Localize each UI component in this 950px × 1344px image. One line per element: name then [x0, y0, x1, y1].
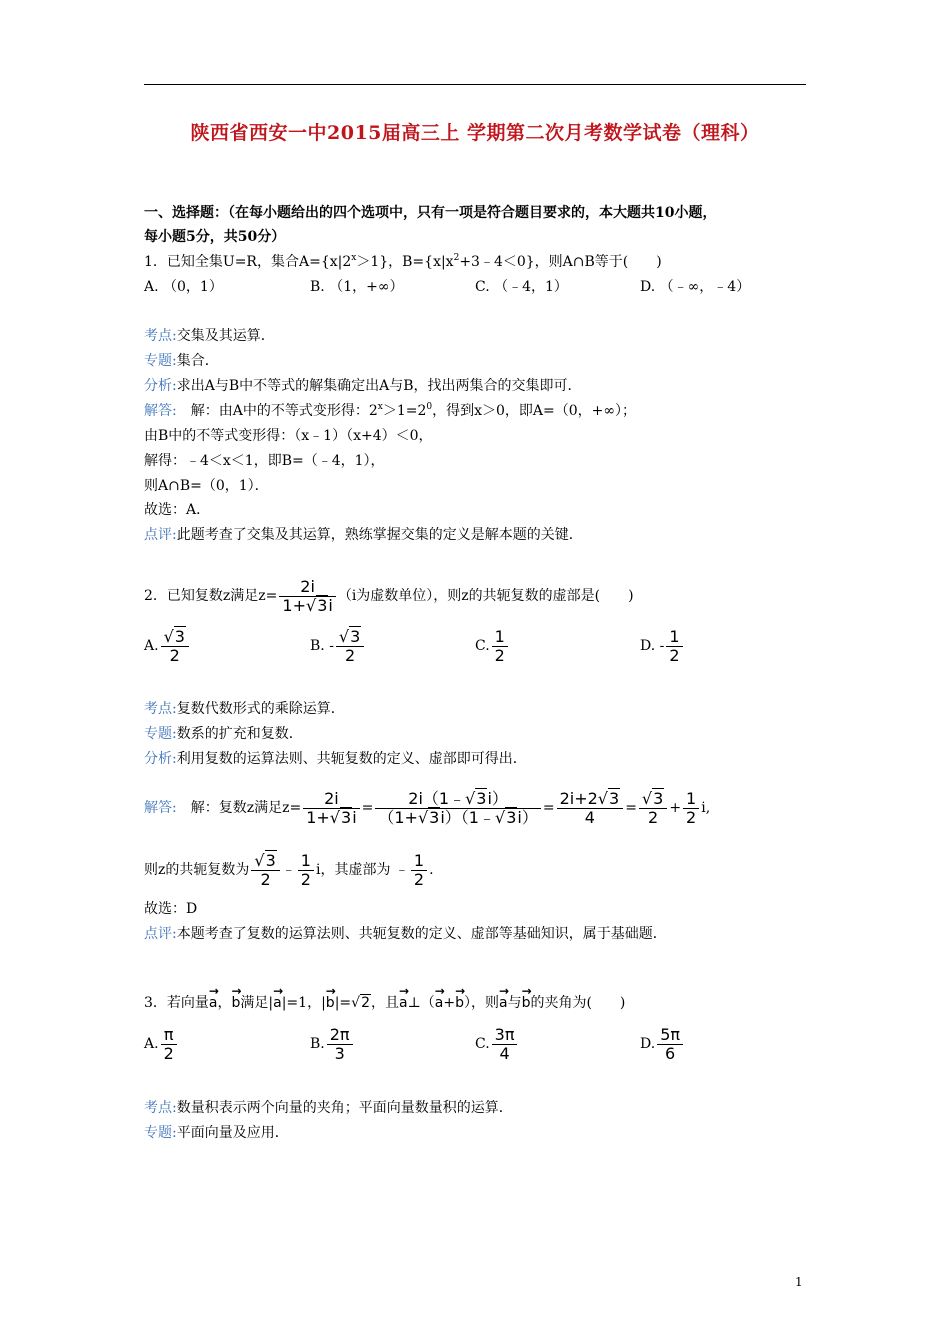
q3-stem — [144, 983, 625, 1017]
sqrt-3: √3 — [495, 807, 517, 827]
q1-option-d: D. （﹣∞，﹣4） — [640, 279, 751, 295]
frac — [161, 1026, 177, 1063]
radicand: 2 — [361, 995, 370, 1011]
q1-kaodian-text: 交集及其运算． — [176, 328, 275, 344]
q3-stem-part: |= — [334, 995, 352, 1011]
q1-fenxi — [144, 376, 582, 396]
zhuanti-label: 专题: — [144, 353, 177, 369]
frac — [251, 852, 279, 889]
vector-b: → b — [522, 983, 531, 1017]
num — [375, 790, 540, 809]
tail: i, — [701, 800, 711, 816]
den: 6 — [665, 1043, 676, 1063]
q2-zhuanti-text: 数系的扩充和复数． — [176, 726, 303, 742]
q3-stem-part: ⊥（ — [407, 995, 435, 1011]
num — [251, 852, 279, 871]
den — [303, 809, 359, 827]
sqrt-3: √3 — [163, 626, 185, 646]
option-letter: B. - — [310, 638, 334, 654]
q3-zhuanti-text: 平面向量及应用． — [176, 1125, 289, 1141]
q2-option-c — [475, 624, 510, 668]
den: 2 — [669, 645, 680, 665]
q2-dianping — [144, 924, 667, 944]
radicand: 3 — [317, 595, 328, 615]
frac — [298, 852, 314, 889]
radicand: 3 — [609, 788, 620, 808]
num: π — [161, 1026, 177, 1045]
kaodian-label: 考点: — [144, 1100, 177, 1116]
num-part: 2i（1﹣ — [408, 788, 466, 808]
q1-sup-x: x — [377, 402, 383, 412]
frac — [557, 790, 624, 827]
q1-fenxi-text: 求出A与B中不等式的解集确定出A与B，找出两集合的交集即可． — [176, 378, 582, 394]
line-part: ﹣ — [281, 862, 296, 878]
num — [557, 790, 624, 809]
option-letter: A. — [144, 638, 159, 654]
q1-stem-part: ＞1}，B={x|x — [356, 254, 454, 270]
equals: = — [361, 800, 374, 816]
frac — [336, 628, 364, 665]
q1-jieda-line2: 由B中的不等式变形得：（x﹣1）（x+4）＜0， — [144, 428, 433, 444]
q1-sup-2: 2 — [453, 253, 460, 263]
vector-a: → a — [273, 983, 282, 1017]
header-rule — [144, 84, 806, 85]
vector-a: → a — [435, 983, 444, 1017]
frac — [303, 790, 359, 827]
frac — [411, 852, 427, 889]
plus: + — [669, 800, 682, 816]
frac — [161, 628, 189, 665]
den-part: 1+ — [282, 595, 306, 615]
q2-zhuanti — [144, 724, 303, 744]
num: 5π — [657, 1026, 683, 1045]
plus: + — [443, 995, 456, 1011]
radicand: 3 — [350, 626, 361, 646]
fenxi-label: 分析: — [144, 751, 177, 767]
den: 2 — [169, 645, 180, 665]
line-part: . — [429, 862, 434, 878]
vector-a: → a — [209, 983, 218, 1017]
zhuanti-label: 专题: — [144, 1125, 177, 1141]
radicand: 3 — [653, 788, 664, 808]
q1-jieda-line4: 则A∩B=（0，1）． — [144, 478, 269, 494]
q1-stem-part: +3﹣4＜0}，则A∩B等于( ) — [459, 254, 662, 270]
den: 2 — [413, 869, 425, 889]
frac — [492, 1026, 518, 1063]
q2-fenxi — [144, 749, 527, 769]
q3-option-d — [640, 1022, 685, 1066]
num: 3π — [492, 1026, 518, 1045]
sqrt-3: √3 — [417, 807, 440, 827]
q2-jieda-line3: 故选：D — [144, 901, 198, 917]
section-heading-line2: 每小题5分，共50分） — [144, 229, 286, 245]
frac — [657, 1026, 683, 1063]
den: 2 — [648, 807, 659, 827]
den-part: i — [352, 807, 357, 827]
sqrt-3: √3 — [597, 788, 620, 808]
frac — [666, 628, 682, 665]
q2-option-b — [310, 624, 366, 668]
page-title: 陕西省西安一中2015届高三上 学期第二次月考数学试卷（理科） — [190, 122, 760, 144]
num: 1 — [411, 852, 427, 871]
q1-option-a: A. （0，1） — [144, 279, 223, 295]
frac — [375, 790, 540, 827]
dianping-label: 点评: — [144, 527, 177, 543]
vector-a: → a — [499, 983, 508, 1017]
option-letter: D. - — [640, 638, 665, 654]
frac — [492, 628, 508, 665]
den: 2 — [163, 1043, 174, 1063]
q3-zhuanti — [144, 1123, 289, 1143]
den-part: 1+ — [306, 807, 330, 827]
q3-kaodian — [144, 1098, 513, 1118]
jieda-label: 解答: — [144, 800, 177, 816]
den: 4 — [499, 1043, 510, 1063]
den: 3 — [334, 1043, 345, 1063]
q1-jieda-part: ，得到x＞0，即A=（0，+∞）； — [432, 403, 637, 419]
q2-jieda-part: 解：复数z满足z= — [176, 800, 302, 816]
q1-zhuanti-text: 集合． — [176, 353, 219, 369]
equals: = — [625, 800, 637, 816]
den: 2 — [494, 645, 505, 665]
page-number: 1 — [795, 1275, 803, 1289]
num: 2i — [303, 790, 359, 809]
q1-option-b: B. （1，+∞） — [310, 279, 404, 295]
section-heading-line1: 一、选择题：（在每小题给出的四个选项中，只有一项是符合题目要求的，本大题共10小题， — [144, 205, 717, 221]
frac — [327, 1026, 353, 1063]
num — [639, 790, 667, 809]
option-letter: D. — [640, 1036, 656, 1052]
equals: = — [542, 800, 555, 816]
q2-kaodian — [144, 699, 345, 719]
den-part: i — [328, 595, 333, 615]
frac — [639, 790, 667, 827]
line-part: 则z的共轭复数为 — [144, 862, 250, 878]
q2-frac-den — [279, 597, 335, 615]
q3-stem-part: ， — [217, 995, 232, 1011]
q1-dianping-text: 此题考查了交集及其运算，熟练掌握交集的定义是解本题的关键． — [176, 527, 583, 543]
num: 1 — [683, 790, 699, 809]
sqrt-3: √3 — [338, 626, 361, 646]
q3-option-b — [310, 1022, 355, 1066]
q1-sup-0: 0 — [426, 402, 433, 412]
q2-kaodian-text: 复数代数形式的乘除运算． — [176, 701, 345, 717]
q3-stem-part: ，且 — [370, 995, 399, 1011]
dianping-label: 点评: — [144, 926, 177, 942]
q2-jieda-line2 — [144, 848, 434, 892]
q1-dianping — [144, 525, 583, 545]
q3-stem-part: 与 — [507, 995, 522, 1011]
q3-stem-part: |=1，| — [281, 995, 326, 1011]
radicand: 3 — [429, 807, 440, 827]
sqrt-3: √3 — [465, 788, 487, 808]
num: 1 — [298, 852, 314, 871]
radicand: 3 — [265, 850, 276, 870]
option-letter: B. — [310, 1036, 325, 1052]
q3-stem-part: 满足| — [240, 995, 274, 1011]
fenxi-label: 分析: — [144, 378, 177, 394]
q2-jieda — [144, 786, 710, 830]
num: 1 — [666, 628, 682, 647]
num-part: i） — [487, 788, 508, 808]
q2-dianping-text: 本题考查了复数的运算法则、共轭复数的定义、虚部等基础知识，属于基础题． — [176, 926, 667, 942]
vector-b: → b — [232, 983, 241, 1017]
den: 2 — [300, 869, 311, 889]
radicand: 3 — [506, 807, 517, 827]
kaodian-label: 考点: — [144, 701, 177, 717]
den-part: （1+ — [378, 807, 418, 827]
q3-option-a — [144, 1022, 179, 1066]
den: 2 — [345, 645, 356, 665]
den-part: i）（1﹣ — [440, 807, 495, 827]
q2-fraction — [279, 578, 335, 615]
q2-stem — [144, 574, 634, 618]
option-letter: A. — [144, 1036, 159, 1052]
q3-option-c — [475, 1022, 519, 1066]
q1-sup-x: x — [351, 253, 357, 263]
sqrt-3: √3 — [641, 788, 664, 808]
q1-zhuanti — [144, 351, 219, 371]
q3-stem-part: 3．若向量 — [144, 995, 209, 1011]
sqrt-2: √2 — [351, 995, 370, 1011]
num-part: 2i+2 — [559, 788, 598, 808]
q2-stem-part: （i为虚数单位），则z的共轭复数的虚部是( ) — [337, 588, 634, 604]
q1-jieda-part: 解：由A中的不等式变形得：2 — [176, 403, 378, 419]
den — [375, 809, 540, 827]
q2-frac-num: 2i — [279, 578, 335, 597]
vector-b: → b — [326, 983, 335, 1017]
q2-option-a — [144, 624, 191, 668]
q3-kaodian-text: 数量积表示两个向量的夹角；平面向量数量积的运算． — [176, 1100, 513, 1116]
option-letter: C. — [475, 1036, 490, 1052]
den: 2 — [260, 869, 271, 889]
q1-kaodian — [144, 326, 275, 346]
radicand: 3 — [476, 788, 487, 808]
q3-stem-part: ），则 — [463, 995, 499, 1011]
q2-fenxi-text: 利用复数的运算法则、共轭复数的定义、虚部即可得出． — [176, 751, 527, 767]
sqrt-3: √3 — [329, 807, 352, 827]
kaodian-label: 考点: — [144, 328, 177, 344]
num — [336, 628, 364, 647]
jieda-label: 解答: — [144, 403, 177, 419]
q2-option-d — [640, 624, 685, 668]
q1-jieda-line5: 故选：A． — [144, 502, 211, 518]
q1-jieda — [144, 401, 636, 421]
q1-option-c: C. （﹣4，1） — [475, 279, 568, 295]
num: 1 — [492, 628, 508, 647]
option-letter: C. — [475, 638, 490, 654]
q2-stem-part: 2．已知复数z满足z= — [144, 588, 278, 604]
den: 4 — [584, 807, 595, 827]
sqrt-3: √3 — [305, 595, 328, 615]
q1-jieda-part: ＞1=2 — [382, 403, 427, 419]
frac — [683, 790, 699, 827]
radicand: 3 — [174, 626, 185, 646]
den-part: i） — [517, 807, 538, 827]
num — [161, 628, 189, 647]
den: 2 — [686, 807, 697, 827]
q1-stem — [144, 252, 662, 272]
q3-stem-part: 的夹角为( ) — [530, 995, 626, 1011]
line-part: i，其虚部为 ﹣ — [315, 862, 409, 878]
vector-a: → a — [399, 983, 408, 1017]
vector-b: → b — [455, 983, 464, 1017]
q1-jieda-line3: 解得：﹣4＜x＜1，即B=（﹣4，1）， — [144, 453, 385, 469]
sqrt-3: √3 — [254, 850, 276, 870]
zhuanti-label: 专题: — [144, 726, 177, 742]
num: 2π — [327, 1026, 353, 1045]
q1-stem-part: 1．已知全集U=R，集合A={x|2 — [144, 254, 352, 270]
radicand: 3 — [341, 807, 352, 827]
